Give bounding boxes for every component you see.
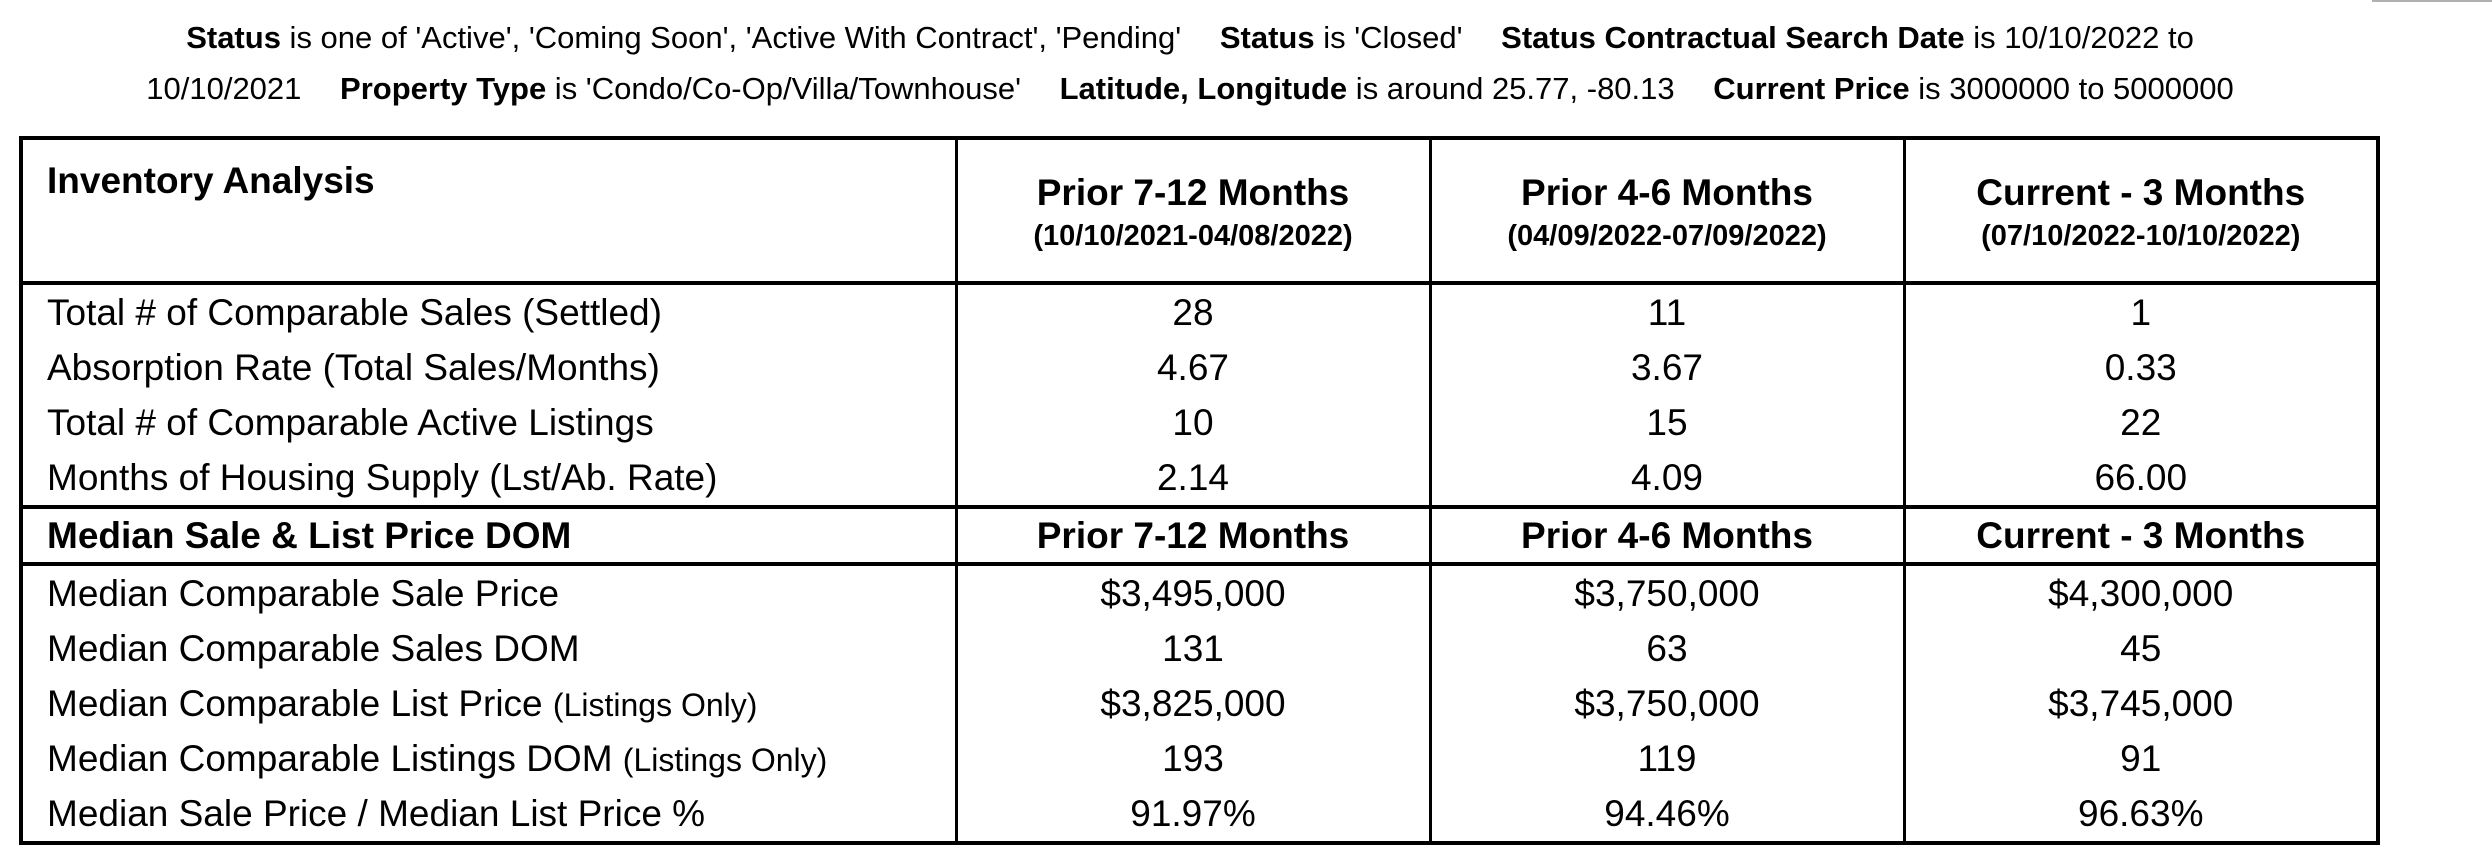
table-row [21,564,2378,621]
table-row [21,395,2378,450]
cell-value: 131 [956,621,1430,676]
criterion-property-type: Property Type is 'Condo/Co-Op/Villa/Townhouse' [340,71,1021,106]
cell-value: $3,750,000 [1430,564,1904,621]
cell-value: 0.33 [1904,340,2378,395]
cell-value: 15 [1430,395,1904,450]
criterion-current-price: Current Price is 3000000 to 5000000 [1713,71,2234,106]
cell-value: 3.67 [1430,340,1904,395]
row-label: Total # of Comparable Sales (Settled) [47,291,662,333]
median-period-prior-4-6: Prior 4-6 Months [1430,507,1904,564]
median-period-prior-7-12: Prior 7-12 Months [956,507,1430,564]
table-row [21,340,2378,395]
table-row [21,621,2378,676]
cell-value: 28 [956,283,1430,340]
cell-value: $4,300,000 [1904,564,2378,621]
row-label: Median Comparable List Price (Listings Only) [47,682,758,724]
cell-value: 1 [1904,283,2378,340]
row-label: Median Sale Price / Median List Price % [47,792,706,834]
cell-value: 22 [1904,395,2378,450]
table-row [21,731,2378,786]
cell-value: $3,825,000 [956,676,1430,731]
cell-value: 66.00 [1904,450,2378,507]
cell-value: 63 [1430,621,1904,676]
period-header-prior-4-6: Prior 4-6 Months (04/09/2022-07/09/2022) [1430,138,1904,283]
median-period-current-3: Current - 3 Months [1904,507,2378,564]
cell-value: 91.97% [956,786,1430,843]
cell-value: 4.09 [1430,450,1904,507]
row-label: Median Comparable Sale Price [47,572,560,614]
period-header-current-3: Current - 3 Months (07/10/2022-10/10/2022) [1904,138,2378,283]
cell-value: 11 [1430,283,1904,340]
criterion-status-closed: Status is 'Closed' [1219,20,1463,55]
row-label: Total # of Comparable Active Listings [47,401,654,443]
table-row [21,676,2378,731]
cell-value: 119 [1430,731,1904,786]
inventory-title: Inventory Analysis [21,138,956,283]
row-label: Months of Housing Supply (Lst/Ab. Rate) [21,450,956,507]
cell-value: 96.63% [1904,786,2378,843]
inventory-header-row [21,138,2378,283]
median-section-title: Median Sale & List Price DOM [21,507,956,564]
inventory-analysis-table [19,136,2380,845]
row-label: Absorption Rate (Total Sales/Months) [47,346,660,388]
search-criteria [100,12,2280,114]
cell-value: 4.67 [956,340,1430,395]
criterion-status-active: Status is one of 'Active', 'Coming Soon', 'Active With Contract', 'Pending' [186,20,1182,55]
period-header-prior-7-12: Prior 7-12 Months (10/10/2021-04/08/2022) [956,138,1430,283]
table-row [21,283,2378,340]
criterion-search-date: Status Contractual Search Date is 10/10/2022 to 10/10/2021 [146,20,2194,106]
cell-value: $3,745,000 [1904,676,2378,731]
cell-value: 91 [1904,731,2378,786]
cell-value: 2.14 [956,450,1430,507]
table-row [21,786,2378,843]
row-label: Median Comparable Sales DOM [47,627,580,669]
criterion-lat-long: Latitude, Longitude is around 25.77, -80.13 [1059,71,1675,106]
cell-value: 45 [1904,621,2378,676]
top-divider [2372,0,2492,2]
cell-value: $3,495,000 [956,564,1430,621]
row-label: Median Comparable Listings DOM (Listings Only) [47,737,828,779]
cell-value: 10 [956,395,1430,450]
median-header-row [21,507,2378,564]
table-row [21,450,2378,507]
cell-value: $3,750,000 [1430,676,1904,731]
cell-value: 94.46% [1430,786,1904,843]
cell-value: 193 [956,731,1430,786]
